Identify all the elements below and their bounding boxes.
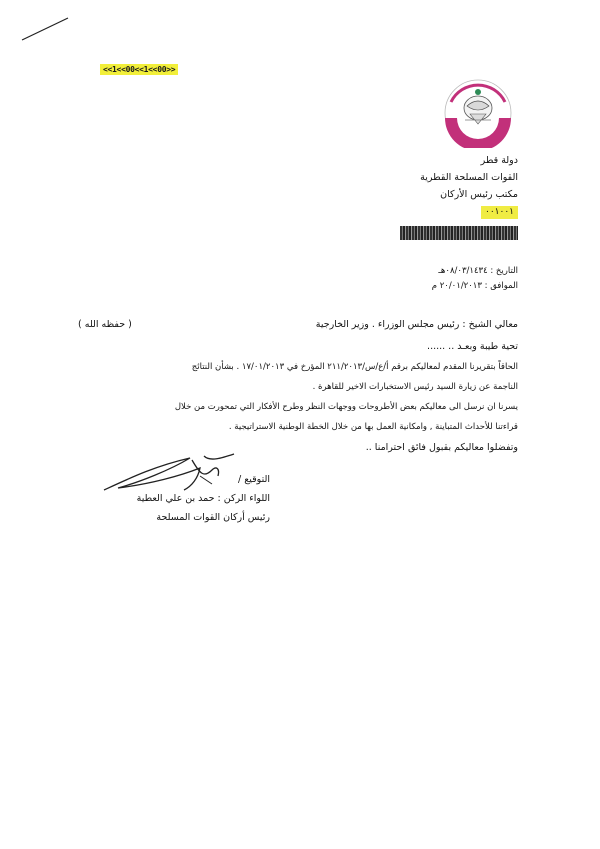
forces-name: القوات المسلحة القطرية	[420, 172, 518, 183]
paragraph-2-continued: قراءتنا للأحداث المتباينة , وامكانية العمل بها من خلال الخطة الوطنية الاستراتيجية .	[228, 422, 518, 432]
greeting: تحية طيبة وبعـد .. ......	[427, 341, 518, 352]
signatory-name: اللواء الركن : حمد بن علي العطية	[136, 493, 270, 504]
state-name: دولة قطر	[480, 155, 518, 166]
paragraph-1-continued: الناجمة عن زيارة السيد رئيس الاستخبارات الاخير للقاهرة .	[312, 382, 518, 392]
addressee: معالي الشيخ : رئيس مجلس الوزراء . وزير الخارجية	[315, 319, 518, 330]
paragraph-1: الحاقاً بتقريرنا المقدم لمعاليكم برقم أ/ع/س/٢١١/٢٠١٣ المؤرخ في ١٧/٠١/٢٠١٣ . بشأن النتائج	[191, 362, 518, 372]
letter-body	[78, 317, 518, 455]
date-block	[318, 264, 518, 294]
redacted-bar	[400, 226, 518, 240]
reference-number: ٠٠١٠٠١	[481, 206, 518, 219]
closing-line: وتفضلوا معاليكم بقبول فائق احترامنا ..	[365, 442, 518, 453]
corner-scribble-mark	[18, 14, 78, 44]
signature-block	[110, 470, 270, 527]
hijri-date: التاريخ : ٠٨/٠٣/١٤٣٤هـ	[438, 266, 518, 276]
classification-label: <<1<<00<<1<<00>>	[100, 64, 178, 75]
signatory-title: رئيس أركان القوات المسلحة	[156, 512, 270, 523]
signature-label: التوقيع /	[238, 474, 270, 485]
addressee-row	[78, 317, 518, 335]
qatar-armed-forces-emblem	[437, 78, 519, 148]
gregorian-date: الموافق : ٢٠/٠١/٢٠١٣ م	[431, 281, 518, 291]
blessing: ( حفظه الله )	[78, 319, 132, 330]
paragraph-2: يسرنا ان نرسل الى معاليكم بعض الأطروحات ووجهات النظر وطرح الأفكار التي تمحورت من خلال	[174, 402, 518, 412]
letterhead	[318, 152, 518, 240]
office-name: مكتب رئيس الأركان	[440, 189, 518, 200]
